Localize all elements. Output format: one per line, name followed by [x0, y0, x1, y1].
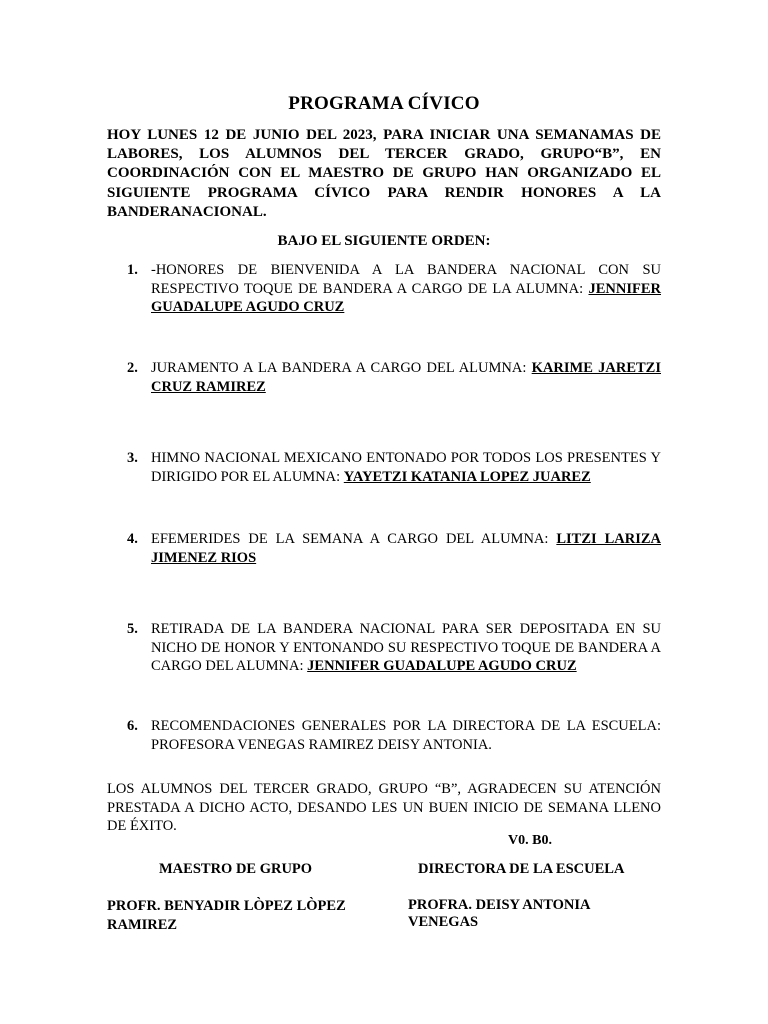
item-student-name: YAYETZI KATANIA LOPEZ JUAREZ	[343, 468, 591, 485]
closing-paragraph: LOS ALUMNOS DEL TERCER GRADO, GRUPO “B”, AGRADECEN SU ATENCIÓN PRESTADA A DICHO ACTO, DESANDO LES UN BUEN INICIO DE SEMANA LLENO DE ÉXITO.	[107, 781, 661, 834]
item-text: JURAMENTO A LA BANDERA A CARGO DEL ALUMNA:	[151, 360, 532, 376]
approval-mark: V0. B0.	[508, 833, 552, 848]
item-text: EFEMERIDES DE LA SEMANA A CARGO DEL ALUMNA:	[151, 531, 557, 547]
item-number: 6.	[127, 718, 138, 734]
program-item	[107, 717, 661, 754]
program-item	[107, 261, 661, 317]
item-student-name: LITZI LARIZA JIMENEZ RIOS	[151, 531, 661, 566]
order-heading: BAJO EL SIGUIENTE ORDEN:	[277, 233, 491, 249]
item-number: 5.	[127, 621, 138, 637]
teacher-role-label: MAESTRO DE GRUPO	[159, 861, 313, 877]
document-title: PROGRAMA CÍVICO	[288, 93, 480, 114]
item-text: -HONORES DE BIENVENIDA A LA BANDERA NACIONAL CON SU RESPECTIVO TOQUE DE BANDERA A CARGO DE LA ALUMNA:	[151, 262, 661, 297]
item-number: 4.	[127, 531, 138, 547]
program-item	[107, 530, 661, 567]
item-student-name: JENNIFER GUADALUPE AGUDO CRUZ	[151, 280, 661, 315]
intro-paragraph: HOY LUNES 12 DE JUNIO DEL 2023, PARA INICIAR UNA SEMANAMAS DE LABORES, LOS ALUMNOS DEL TERCER GRADO, GRUPO“B”, EN COORDINACIÓN CON EL MAESTRO DE GRUPO HAN ORGANIZADO EL SIGUIENTE PROGRAMA CÍVICO PARA RENDIR HONORES A LA BANDERANACIONAL.	[107, 127, 661, 220]
item-text: HIMNO NACIONAL MEXICANO ENTONADO POR TODOS LOS PRESENTES Y DIRIGIDO POR EL ALUMNA:	[151, 450, 661, 485]
director-role-label: DIRECTORA DE LA ESCUELA	[418, 861, 625, 877]
item-number: 1.	[127, 262, 138, 278]
item-text: RETIRADA DE LA BANDERA NACIONAL PARA SER DEPOSITADA EN SU NICHO DE HONOR Y ENTONANDO SU RESPECTIVO TOQUE DE BANDERA A CARGO DEL ALUMNA:	[151, 621, 661, 674]
program-item	[107, 359, 661, 396]
program-item	[107, 620, 661, 676]
program-item	[107, 449, 661, 486]
item-number: 3.	[127, 450, 138, 466]
item-student-name: JENNIFER GUADALUPE AGUDO CRUZ	[307, 658, 577, 674]
teacher-name: PROFR. BENYADIR LÒPEZ LÒPEZ RAMIREZ	[107, 898, 346, 933]
item-student-name: KARIME JARETZI CRUZ RAMIREZ	[151, 360, 661, 395]
item-number: 2.	[127, 360, 138, 376]
director-name: PROFRA. DEISY ANTONIA VENEGAS	[408, 897, 590, 930]
item-text: RECOMENDACIONES GENERALES POR LA DIRECTORA DE LA ESCUELA: PROFESORA VENEGAS RAMIREZ DEISY ANTONIA.	[151, 718, 661, 753]
